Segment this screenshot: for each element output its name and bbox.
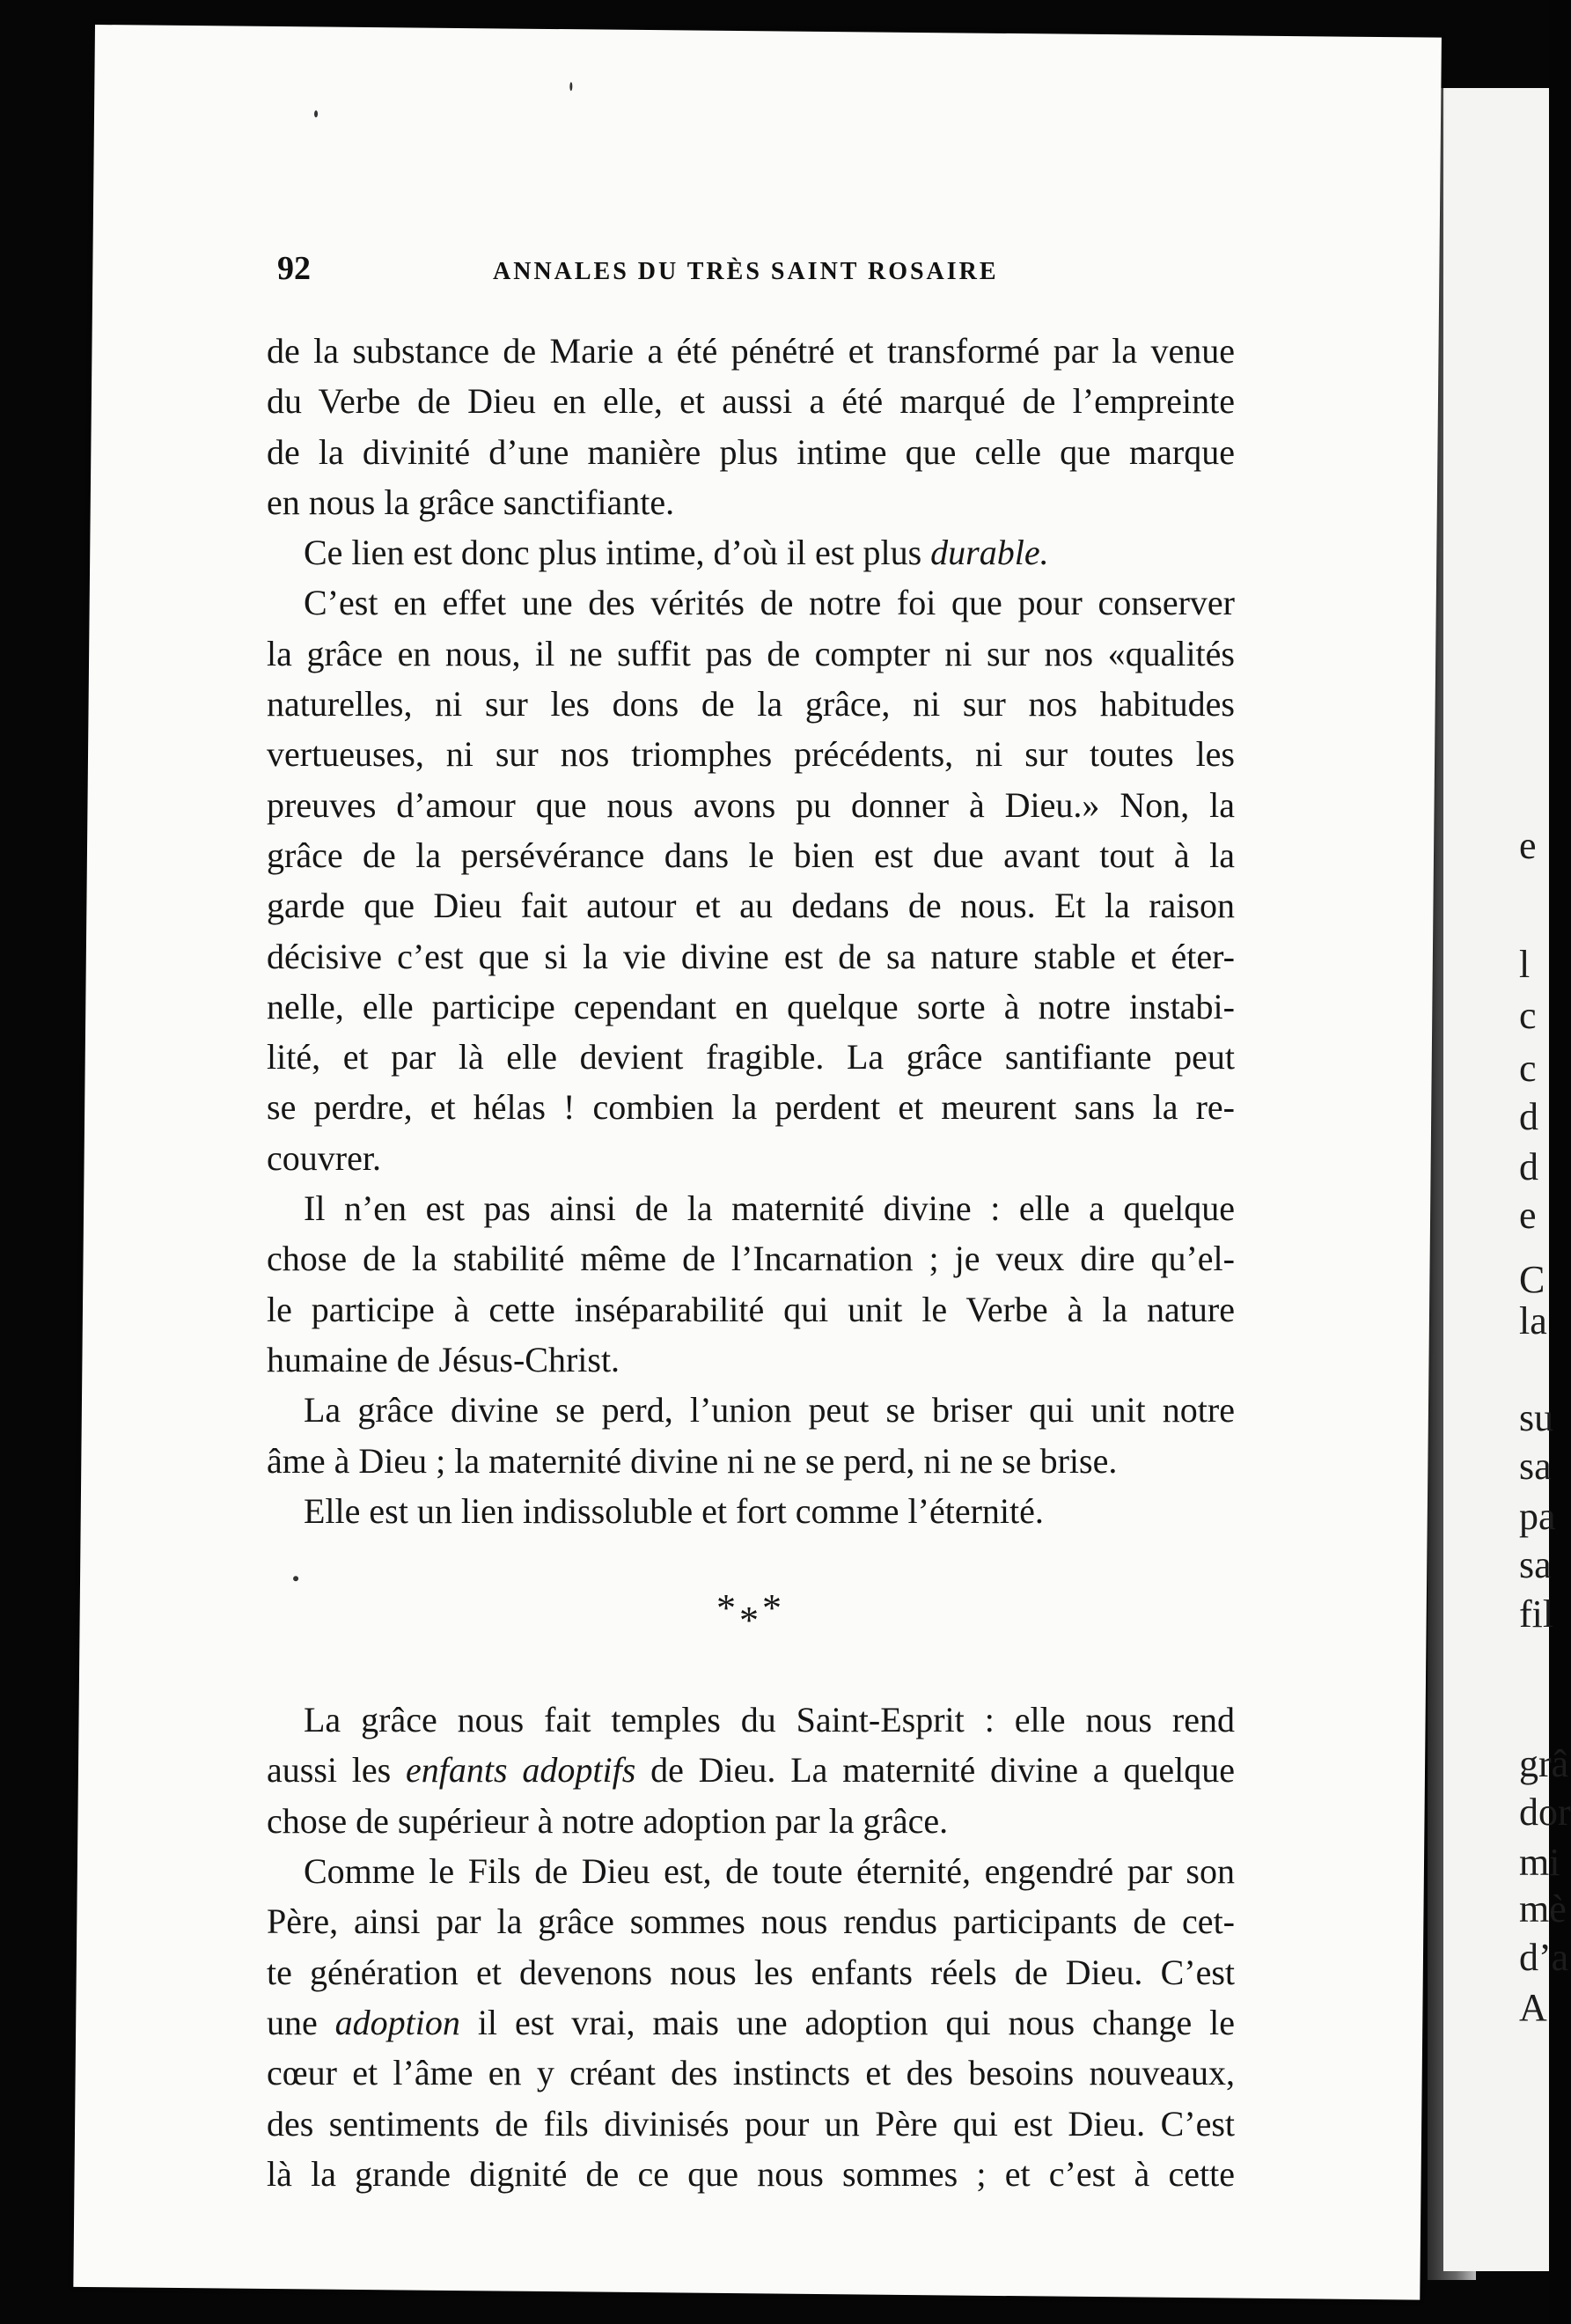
text-line: Il n’en est pas ainsi de la maternité divine : elle a quelque [304, 1188, 1235, 1229]
text-line: vertueuses, ni sur nos triomphes précédents, ni sur toutes les [267, 734, 1235, 775]
asterisk: * [739, 1599, 762, 1643]
text-line: Père, ainsi par la grâce sommes nous rendus participants de cet- [267, 1901, 1235, 1942]
text-line: là la grande dignité de ce que nous sommes ; et c’est à cette [267, 2153, 1235, 2194]
text-run: il est vrai, mais une adoption qui nous change le [459, 2002, 1235, 2042]
text-line: de la divinité d’une manière plus intime que celle que marque [267, 431, 1235, 472]
text-line: humaine de Jésus-Christ. [267, 1339, 620, 1379]
text-line [267, 1745, 1235, 1795]
paragraph [267, 1385, 1235, 1486]
text-run: une [267, 2002, 335, 2042]
text-line: lité, et par là elle devient fragible. La grâce santifiante peut [267, 1037, 1235, 1077]
next-page-fragment: fil [1519, 1592, 1554, 1636]
text-run: Ce lien est donc plus intime, d’où il est plus [304, 533, 922, 573]
text-line: naturelles, ni sur les dons de la grâce, ni sur nos habitudes [267, 684, 1235, 724]
text-line: du Verbe de Dieu en elle, et aussi a été marqué de l’empreinte [267, 381, 1235, 422]
text-line: chose de supérieur à notre adoption par la grâce. [267, 1800, 949, 1841]
next-page-fragment: A [1519, 1986, 1547, 2029]
page-number: 92 [277, 250, 311, 287]
next-page-fragment: sa [1519, 1543, 1552, 1586]
next-page-fragment: mè [1519, 1887, 1567, 1931]
paragraph [267, 1695, 1235, 1846]
text-line: garde que Dieu fait autour et au dedans de nous. Et la raison [267, 886, 1235, 926]
next-page-fragment: mi [1519, 1841, 1560, 1884]
text-line: Comme le Fils de Dieu est, de toute éternité, engendré par son [304, 1851, 1235, 1892]
text-line: de la substance de Marie a été pénétré et transformé par la venue [267, 331, 1235, 371]
next-page-fragment: c [1519, 1047, 1537, 1090]
text-line: La grâce nous fait temples du Saint-Esprit : elle nous rend [304, 1700, 1235, 1740]
next-page-fragment: sa [1519, 1445, 1552, 1488]
asterisk: * [762, 1586, 785, 1630]
text-line: preuves d’amour que nous avons pu donner à Dieu.» Non, la [267, 784, 1235, 825]
text-line: La grâce divine se perd, l’union peut se briser qui unit notre [304, 1390, 1235, 1430]
next-page-fragment: su [1519, 1396, 1554, 1439]
next-page-fragment: e [1519, 1194, 1537, 1237]
text-line: se perdre, et hélas ! combien la perdent et meurent sans la re- [267, 1087, 1235, 1128]
paper-speck [314, 110, 318, 117]
text-line: décisive c’est que si la vie divine est de sa nature stable et éter- [267, 936, 1235, 976]
body-text [267, 326, 1235, 2199]
next-page-fragment: dor [1519, 1791, 1571, 1834]
text-line: Elle est un lien indissoluble et fort comme l’éternité. [304, 1490, 1044, 1531]
paragraph [267, 577, 1235, 1183]
paragraph [267, 1183, 1235, 1385]
italic-text: adoption [334, 2002, 460, 2042]
text-line: chose de la stabilité même de l’Incarnation ; je veux dire qu’el- [267, 1239, 1235, 1279]
text-run: de Dieu. La maternité divine a quelque [635, 1750, 1236, 1791]
italic-text: durable. [930, 533, 1049, 573]
text-line: cœur et l’âme en y créant des instincts et des besoins nouveaux, [267, 2053, 1235, 2093]
text-line: nelle, elle participe cependant en quelque sorte à notre instabi- [267, 986, 1235, 1026]
text-line: la grâce en nous, il ne suffit pas de compter ni sur nos «qualités [267, 633, 1235, 673]
next-page-fragment: C [1519, 1258, 1545, 1301]
next-page-fragment: d [1519, 1145, 1538, 1188]
paragraph [267, 527, 1235, 577]
next-page-fragment: pa [1519, 1495, 1556, 1538]
next-page-fragment: l [1519, 943, 1531, 986]
next-page-fragment: e [1519, 824, 1537, 867]
text-line: des sentiments de fils divinisés pour un Père qui est Dieu. C’est [267, 2103, 1235, 2144]
paragraph [267, 326, 1235, 527]
italic-text: enfants adoptifs [406, 1750, 636, 1791]
next-page-fragment: d [1519, 1095, 1538, 1138]
paper-speck [569, 82, 572, 91]
text-line [267, 1997, 1235, 2048]
running-head: ANNALES DU TRÈS SAINT ROSAIRE [493, 258, 999, 285]
next-page-fragment: c [1519, 994, 1537, 1037]
next-page-fragments [1519, 0, 1571, 2324]
text-line: en nous la grâce sanctifiante. [267, 482, 675, 522]
paragraph [267, 1486, 1235, 1536]
text-line: C’est en effet une des vérités de notre foi que pour conserver [304, 583, 1235, 623]
text-line: grâce de la persévérance dans le bien est due avant tout à la [267, 835, 1235, 875]
text-run: aussi les [267, 1750, 407, 1791]
next-page-fragment: grâ [1519, 1742, 1569, 1785]
text-line: te génération et devenons nous les enfants réels de Dieu. C’est [267, 1952, 1235, 1992]
paragraph [267, 1846, 1235, 2199]
asterisk: * [716, 1586, 739, 1630]
next-page-fragment: d’a [1519, 1936, 1569, 1979]
next-page-fragment: la [1519, 1299, 1547, 1342]
text-line: âme à Dieu ; la maternité divine ni ne se perd, ni ne se brise. [267, 1440, 1118, 1481]
text-line [267, 527, 1235, 577]
asterism-divider [267, 1586, 1235, 1643]
text-line: couvrer. [267, 1137, 381, 1178]
text-line: le participe à cette inséparabilité qui unit le Verbe à la nature [267, 1289, 1235, 1329]
